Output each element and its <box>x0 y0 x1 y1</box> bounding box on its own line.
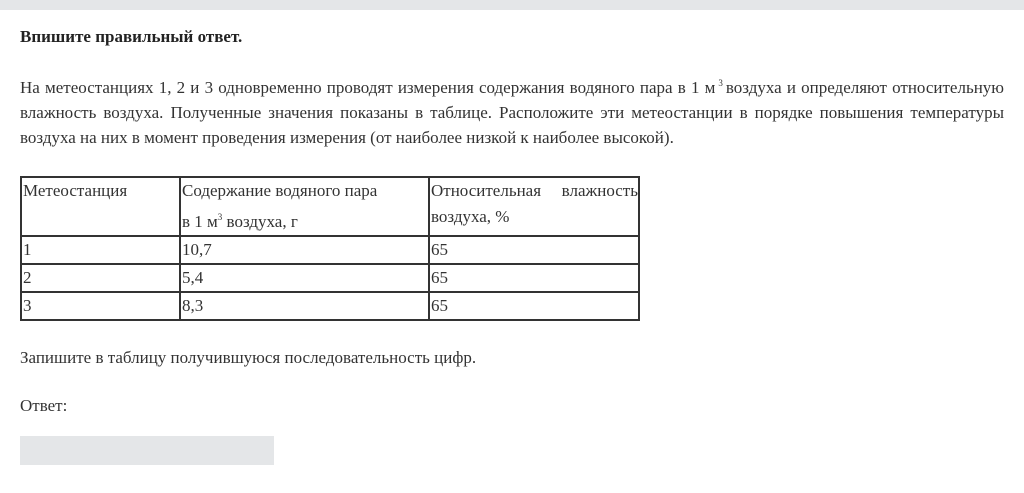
question-part2: воздуха и определяют относительную влажность воздуха. Полученные значения показаны в таблице. Расположите эти метеостанции в порядке повышения температуры воздуха на них в момент проведения измерения (от наиболее низкой к наиболее высокой). <box>20 78 1004 147</box>
header-vapor-line1: Содержание водяного пара <box>182 181 378 200</box>
task-content <box>20 26 1004 417</box>
cell-vapor: 10,7 <box>180 236 429 264</box>
instruction-text: Впишите правильный ответ. <box>20 27 243 46</box>
cell-vapor: 8,3 <box>180 292 429 320</box>
cell-station: 3 <box>21 292 180 320</box>
header-station: Метеостанция <box>21 177 180 236</box>
table-header-row <box>21 177 639 236</box>
header-vapor-line2b: воздуха, г <box>226 212 298 231</box>
header-humidity-line2: воздуха, % <box>431 207 510 226</box>
cell-vapor: 5,4 <box>180 264 429 292</box>
table-row <box>21 236 639 264</box>
header-vapor-superscript: 3 <box>217 212 223 222</box>
header-vapor <box>180 177 429 236</box>
top-bar <box>0 0 1024 10</box>
cell-humidity: 65 <box>429 264 639 292</box>
table-row <box>21 292 639 320</box>
answer-label: Ответ: <box>20 396 68 415</box>
answer-input[interactable] <box>20 436 274 465</box>
header-humidity <box>429 177 639 236</box>
question-superscript: 3 <box>718 78 723 88</box>
cell-humidity: 65 <box>429 292 639 320</box>
table-row <box>21 264 639 292</box>
header-humidity-line1: Относительная влажность <box>431 181 638 200</box>
cell-humidity: 65 <box>429 236 639 264</box>
header-vapor-line2a: в 1 м <box>182 212 218 231</box>
question-part1: На метеостанциях 1, 2 и 3 одновременно проводят измерения содержания водяного пара в 1 м <box>20 78 716 97</box>
question-text <box>20 71 1004 150</box>
cell-station: 1 <box>21 236 180 264</box>
measurements-table <box>20 176 640 321</box>
cell-station: 2 <box>21 264 180 292</box>
after-table-text: Запишите в таблицу получившуюся последовательность цифр. <box>20 348 477 367</box>
